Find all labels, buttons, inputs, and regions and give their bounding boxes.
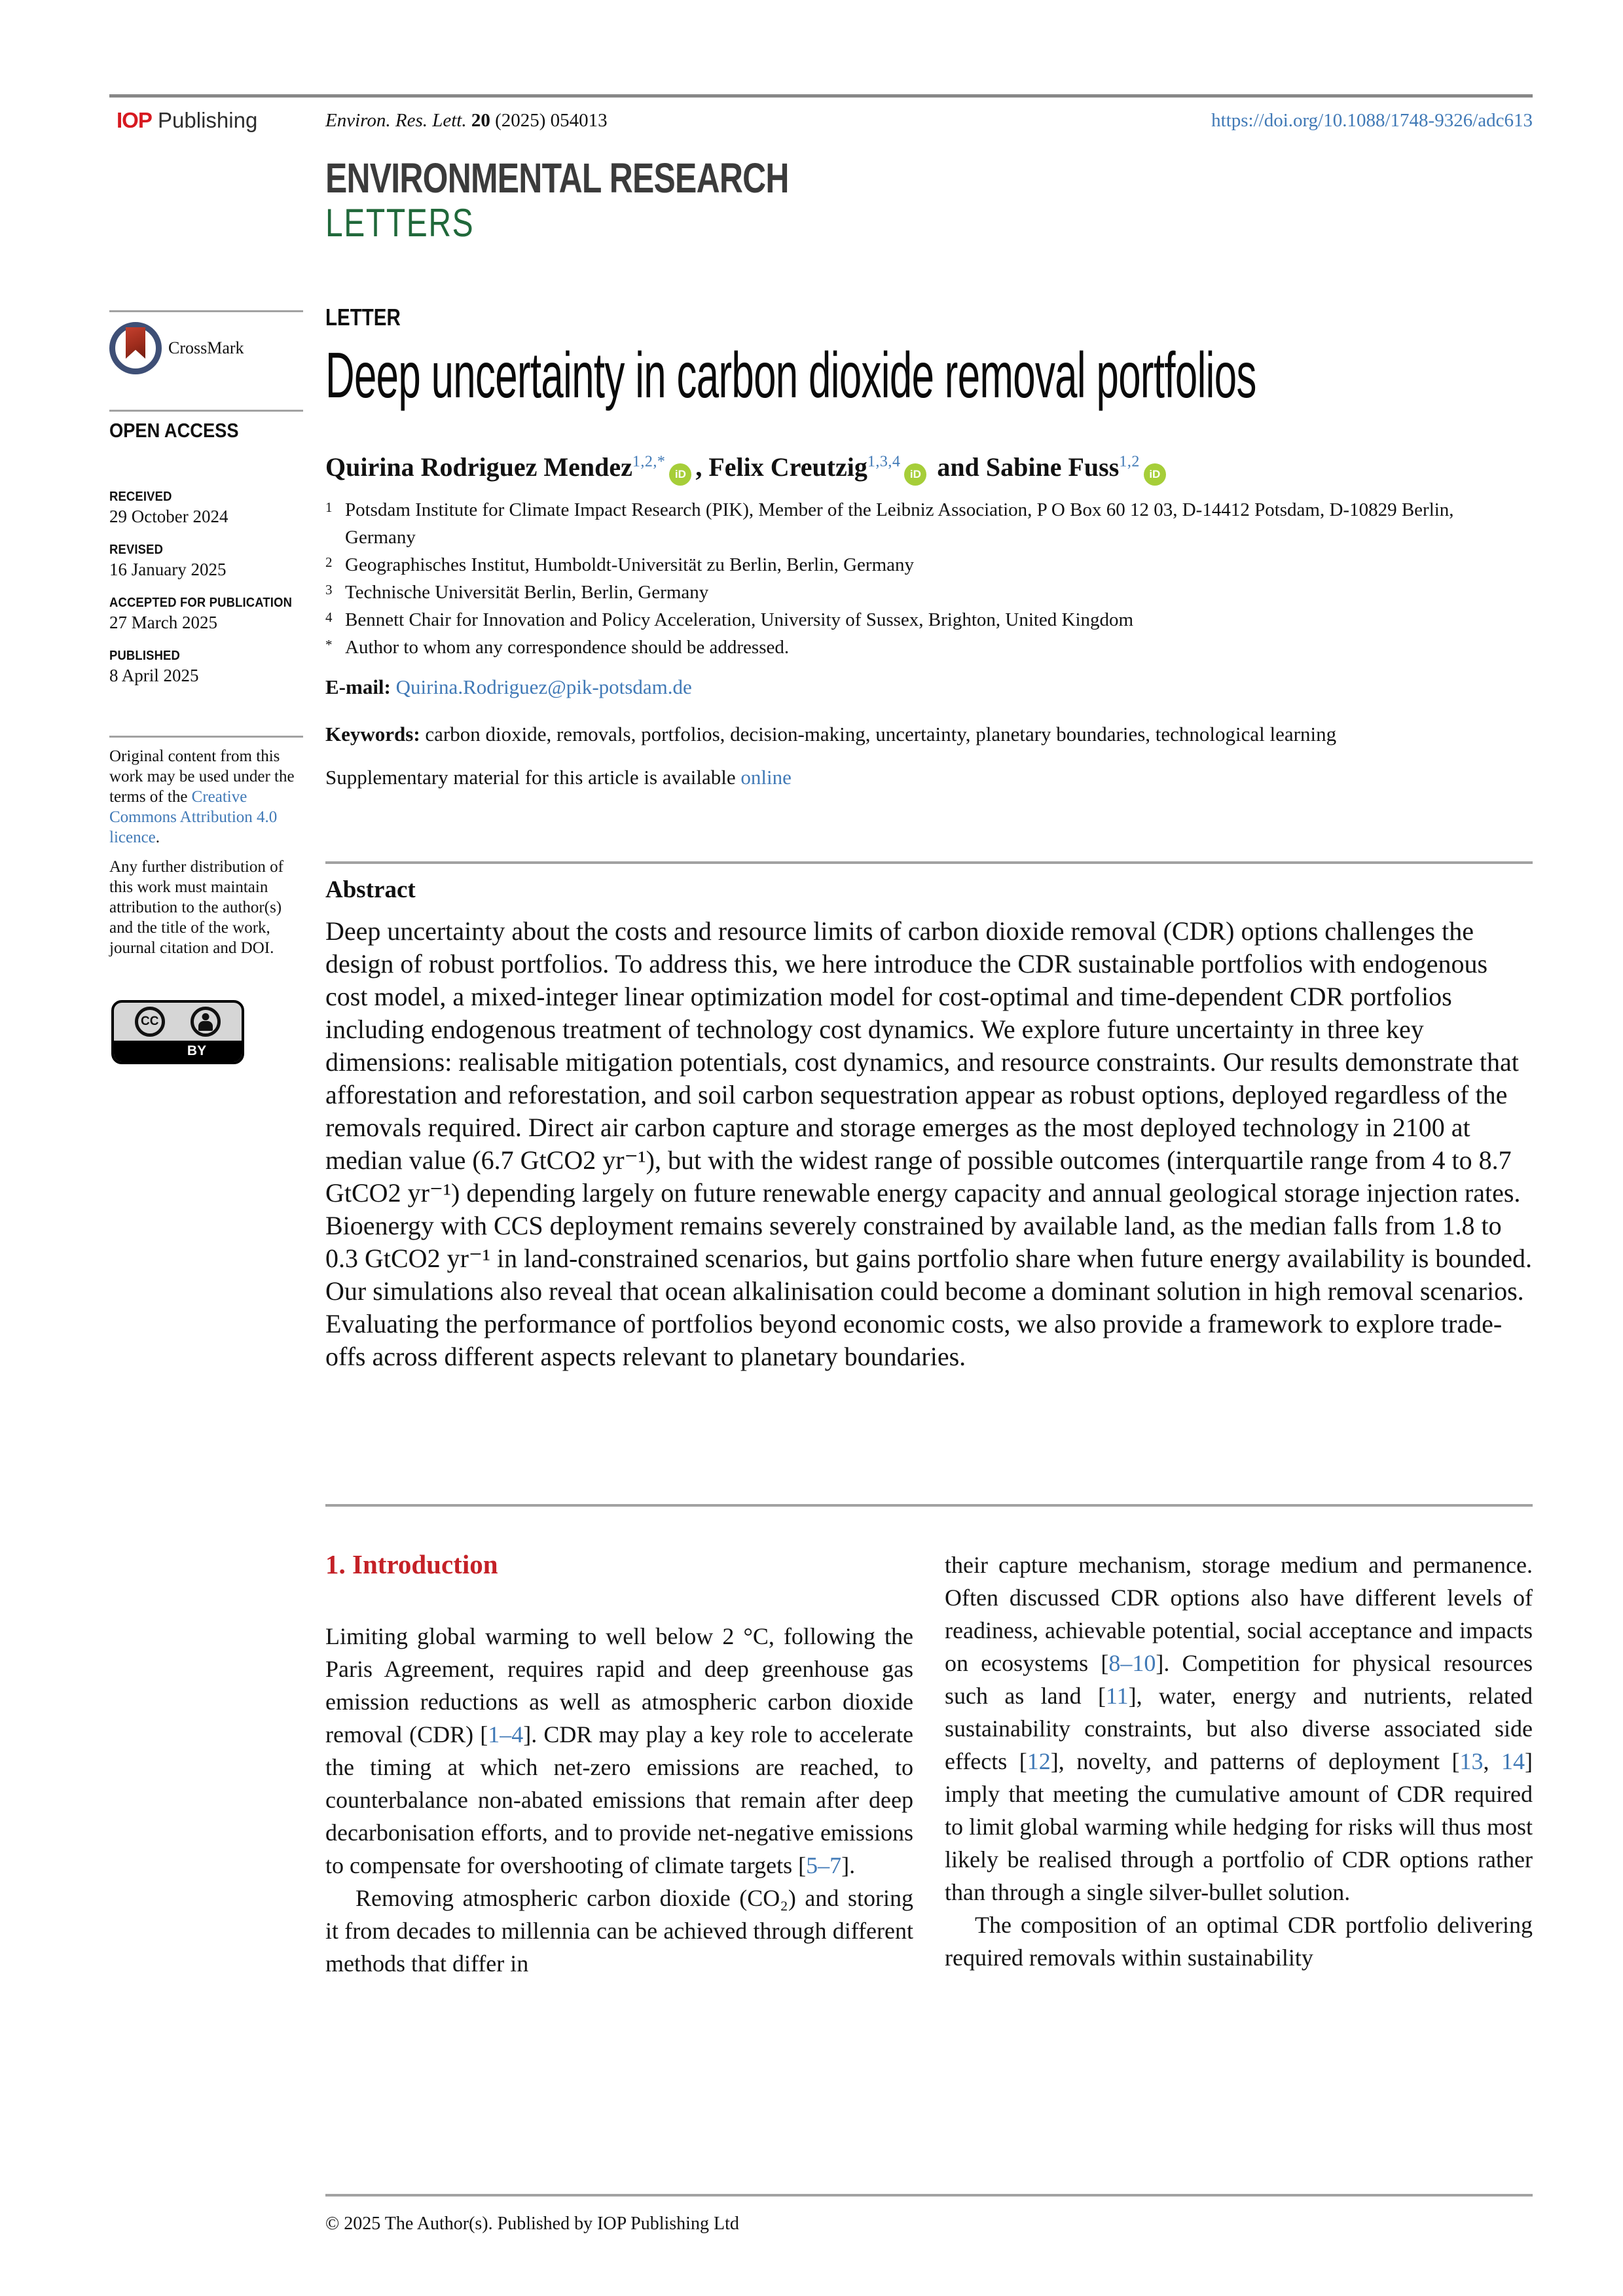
- supplementary-line: [325, 766, 1533, 789]
- author-list: [325, 452, 1533, 486]
- sidebar-rule-2: [109, 410, 303, 412]
- history-item: [109, 543, 306, 580]
- introduction-section: [325, 1549, 1533, 1980]
- email-link[interactable]: Quirina.Rodriguez@pik-potsdam.de: [395, 675, 692, 698]
- text-segment: ]. CDR may play a key role to accelerate the timing at which net-zero emissions are reached, to counterbalance non-abated emissions that remain after deep decarbonisation efforts, and to provide net-negative emissions to compensate for overshooting of climate targets [: [325, 1721, 913, 1879]
- affiliation-marker: 1: [325, 499, 333, 515]
- affiliation-marker: 2: [325, 554, 333, 570]
- affiliation-row: [325, 606, 1533, 634]
- intro-right-column: [945, 1549, 1533, 1980]
- journal-brand: [325, 156, 919, 245]
- affiliation-text: Technische Universität Berlin, Berlin, Germany: [345, 582, 709, 603]
- license-paragraph-2: Any further distribution of this work must maintain attribution to the author(s) and the title of the work, journal citation and DOI.: [109, 858, 283, 957]
- text-link[interactable]: 8–10: [1108, 1650, 1156, 1676]
- text-segment: The composition of an optimal CDR portfolio delivering required removals within sustainability: [945, 1912, 1533, 1971]
- text-link[interactable]: 13: [1459, 1748, 1484, 1774]
- affiliation-marker: 4: [325, 609, 333, 625]
- text-link[interactable]: Creative Commons Attribution 4.0 licence: [109, 788, 278, 846]
- email-label: E-mail:: [325, 675, 396, 698]
- history-date-published: 8 April 2025: [109, 666, 199, 685]
- text-segment: .: [155, 829, 160, 846]
- affiliation-row: [325, 551, 1533, 579]
- journal-citation: [325, 110, 608, 132]
- section-heading-introduction: 1. Introduction: [325, 1549, 498, 1579]
- journal-name-line1: ENVIRONMENTAL RESEARCH: [325, 154, 789, 202]
- text-segment: Limiting global warming to well below 2 °C, following the Paris Agreement, requires rapid and deep greenhouse gas emission reductions as well as atmospheric carbon dioxide removal (CDR) [: [325, 1623, 913, 1748]
- text-link[interactable]: 5–7: [806, 1852, 842, 1879]
- history-label-received: RECEIVED: [109, 490, 172, 504]
- affiliation-text: Potsdam Institute for Climate Impact Research (PIK), Member of the Leibniz Association, P O Box 60 12 03, D-14412 Potsdam, D-10829 Berlin, Germany: [345, 499, 1454, 548]
- text-segment: 20: [471, 110, 490, 131]
- footer-rule: [325, 2194, 1533, 2197]
- text-segment: Original content from this work may be used under the terms of the: [109, 747, 295, 806]
- orcid-icon[interactable]: iD: [1144, 463, 1166, 486]
- abstract-rule-top: [325, 861, 1533, 864]
- article-type-label: LETTER: [325, 304, 401, 331]
- crossmark-label: CrossMark: [168, 338, 244, 357]
- text-segment: their capture mechanism, storage medium and permanence. Often discussed CDR options also have different levels of readiness, achievable potential, social acceptance and impacts on ecosystems [: [945, 1552, 1533, 1676]
- abstract-rule-bottom: [325, 1504, 1533, 1507]
- intro-paragraph: [945, 1549, 1533, 1909]
- affiliation-row: [325, 634, 1533, 661]
- history-item: [109, 490, 306, 527]
- cc-person-icon: [191, 1007, 221, 1037]
- affiliation-marker: *: [325, 637, 333, 653]
- iop-logo-text: IOP: [117, 108, 152, 132]
- article-title: Deep uncertainty in carbon dioxide removal portfolios: [325, 339, 1256, 411]
- text-link[interactable]: 1–4: [488, 1721, 524, 1748]
- text-link[interactable]: online: [740, 766, 792, 789]
- history-label-published: PUBLISHED: [109, 649, 180, 663]
- publisher-name: Publishing: [151, 108, 258, 132]
- doi-link[interactable]: https://doi.org/10.1088/1748-9326/adc613: [1211, 110, 1533, 131]
- cc-by-label: BY: [114, 1041, 242, 1062]
- text-link[interactable]: 12: [1027, 1748, 1051, 1774]
- journal-name-line2: LETTERS: [325, 201, 475, 245]
- text-segment: ,: [1483, 1748, 1502, 1774]
- text-segment: ] imply that meeting the cumulative amount of CDR required to limit global warming while hedging for risks will thus most likely be realised through a portfolio of CDR options rather than through a single silver-bullet solution.: [945, 1748, 1533, 1905]
- text-segment: Removing atmospheric carbon dioxide (CO₂) and storing it from decades to millennia can be achieved through different methods that differ in: [325, 1885, 913, 1977]
- open-access-label: OPEN ACCESS: [109, 419, 239, 442]
- intro-paragraph: [325, 1620, 913, 1882]
- cc-icon: CC: [135, 1007, 165, 1037]
- affiliation-text: Bennett Chair for Innovation and Policy Acceleration, University of Sussex, Brighton, United Kingdom: [345, 609, 1134, 630]
- orcid-icon[interactable]: iD: [669, 463, 691, 486]
- publisher-logo: [117, 108, 257, 133]
- license-statement: [109, 746, 306, 967]
- text-link[interactable]: 11: [1105, 1683, 1129, 1709]
- email-line: [325, 675, 1533, 699]
- article-history: [109, 490, 306, 702]
- text-segment: ], novelty, and patterns of deployment [: [1050, 1748, 1460, 1774]
- text-link[interactable]: 14: [1501, 1748, 1525, 1774]
- sidebar-rule-1: [109, 310, 303, 312]
- history-item: [109, 596, 306, 633]
- intro-left-column: [325, 1549, 913, 1980]
- affiliation-row: [325, 496, 1533, 551]
- text-segment: Supplementary material for this article is available: [325, 766, 741, 789]
- cc-by-badge[interactable]: [111, 1000, 244, 1064]
- license-paragraph-1: [109, 746, 306, 848]
- cc-person-head: [202, 1013, 210, 1020]
- keywords-text: carbon dioxide, removals, portfolios, decision-making, uncertainty, planetary boundaries, technological learning: [425, 723, 1337, 745]
- intro-paragraph: [325, 1882, 913, 1980]
- history-label-accepted: ACCEPTED FOR PUBLICATION: [109, 596, 293, 610]
- sidebar-rule-3: [109, 736, 303, 738]
- superscript-ref[interactable]: 1,2,*: [632, 453, 666, 471]
- crossmark-icon: [109, 322, 162, 374]
- top-rule: [109, 94, 1533, 98]
- text-segment: Quirina Rodriguez Mendez: [325, 452, 632, 482]
- intro-paragraph: [945, 1909, 1533, 1974]
- text-segment: , Felix Creutzig: [695, 452, 867, 482]
- text-segment: (2025) 054013: [490, 110, 608, 131]
- orcid-icon[interactable]: iD: [904, 463, 926, 486]
- affiliation-row: [325, 579, 1533, 606]
- crossmark-badge[interactable]: [109, 322, 306, 374]
- text-segment: Environ. Res. Lett.: [325, 110, 471, 131]
- keywords-label: Keywords:: [325, 723, 426, 745]
- history-label-revised: REVISED: [109, 543, 164, 557]
- keywords-line: [325, 723, 1533, 746]
- history-item: [109, 649, 306, 686]
- text-segment: ].: [841, 1852, 856, 1879]
- history-date-received: 29 October 2024: [109, 507, 228, 526]
- cc-badge-icons: [114, 1003, 242, 1041]
- text-segment: ], water, energy and nutrients, related sustainability constraints, but also diverse associated side effects [: [945, 1683, 1533, 1774]
- history-date-accepted: 27 March 2025: [109, 613, 217, 632]
- affiliation-list: [325, 496, 1533, 661]
- superscript-ref[interactable]: 1,3,4: [867, 453, 901, 471]
- history-date-revised: 16 January 2025: [109, 560, 227, 579]
- copyright-text: © 2025 The Author(s). Published by IOP Publishing Ltd: [325, 2214, 739, 2234]
- crossmark-ribbon-icon: [126, 327, 145, 359]
- text-segment: and Sabine Fuss: [930, 452, 1120, 482]
- affiliation-text: Geographisches Institut, Humboldt-Universität zu Berlin, Berlin, Germany: [345, 554, 915, 575]
- abstract-body: Deep uncertainty about the costs and resource limits of carbon dioxide removal (CDR) options challenges the design of robust portfolios. To address this, we here introduce the CDR sustainable portfolios with endogenous cost model, a mixed-integer linear optimization model for cost-optimal and time-dependent CDR portfolios including endogenous treatment of technology cost dynamics. We explore future uncertainty in three key dimensions: realisable mitigation potentials, cost dynamics, and resource constraints. Our results demonstrate that afforestation and reforestation, and soil carbon sequestration appear as robust options, deployed regardless of the removals required. Direct air carbon capture and storage emerges as the most deployed technology in 2100 at median value (6.7 GtCO2 yr⁻¹), but with the widest range of possible outcomes (interquartile range from 4 to 8.7 GtCO2 yr⁻¹) depending largely on future renewable energy capacity and annual geological storage injection rates. Bioenergy with CCS deployment remains severely constrained by available land, as the median falls from 1.8 to 0.3 GtCO2 yr⁻¹ in land-constrained scenarios, but gains portfolio share when future energy availability is bounded. Our simulations also reveal that ocean alkalinisation could become a dominant solution in high removal scenarios. Evaluating the performance of portfolios beyond economic costs, we also provide a framework to explore trade-offs across different aspects relevant to planetary boundaries.: [325, 916, 1533, 1371]
- superscript-ref[interactable]: 1,2: [1119, 453, 1140, 471]
- affiliation-text: Author to whom any correspondence should be addressed.: [345, 637, 790, 658]
- text-segment: ]. Competition for physical resources such as land [: [945, 1650, 1533, 1709]
- abstract-heading: Abstract: [325, 876, 416, 903]
- cc-person-torso: [198, 1021, 213, 1031]
- affiliation-marker: 3: [325, 582, 333, 598]
